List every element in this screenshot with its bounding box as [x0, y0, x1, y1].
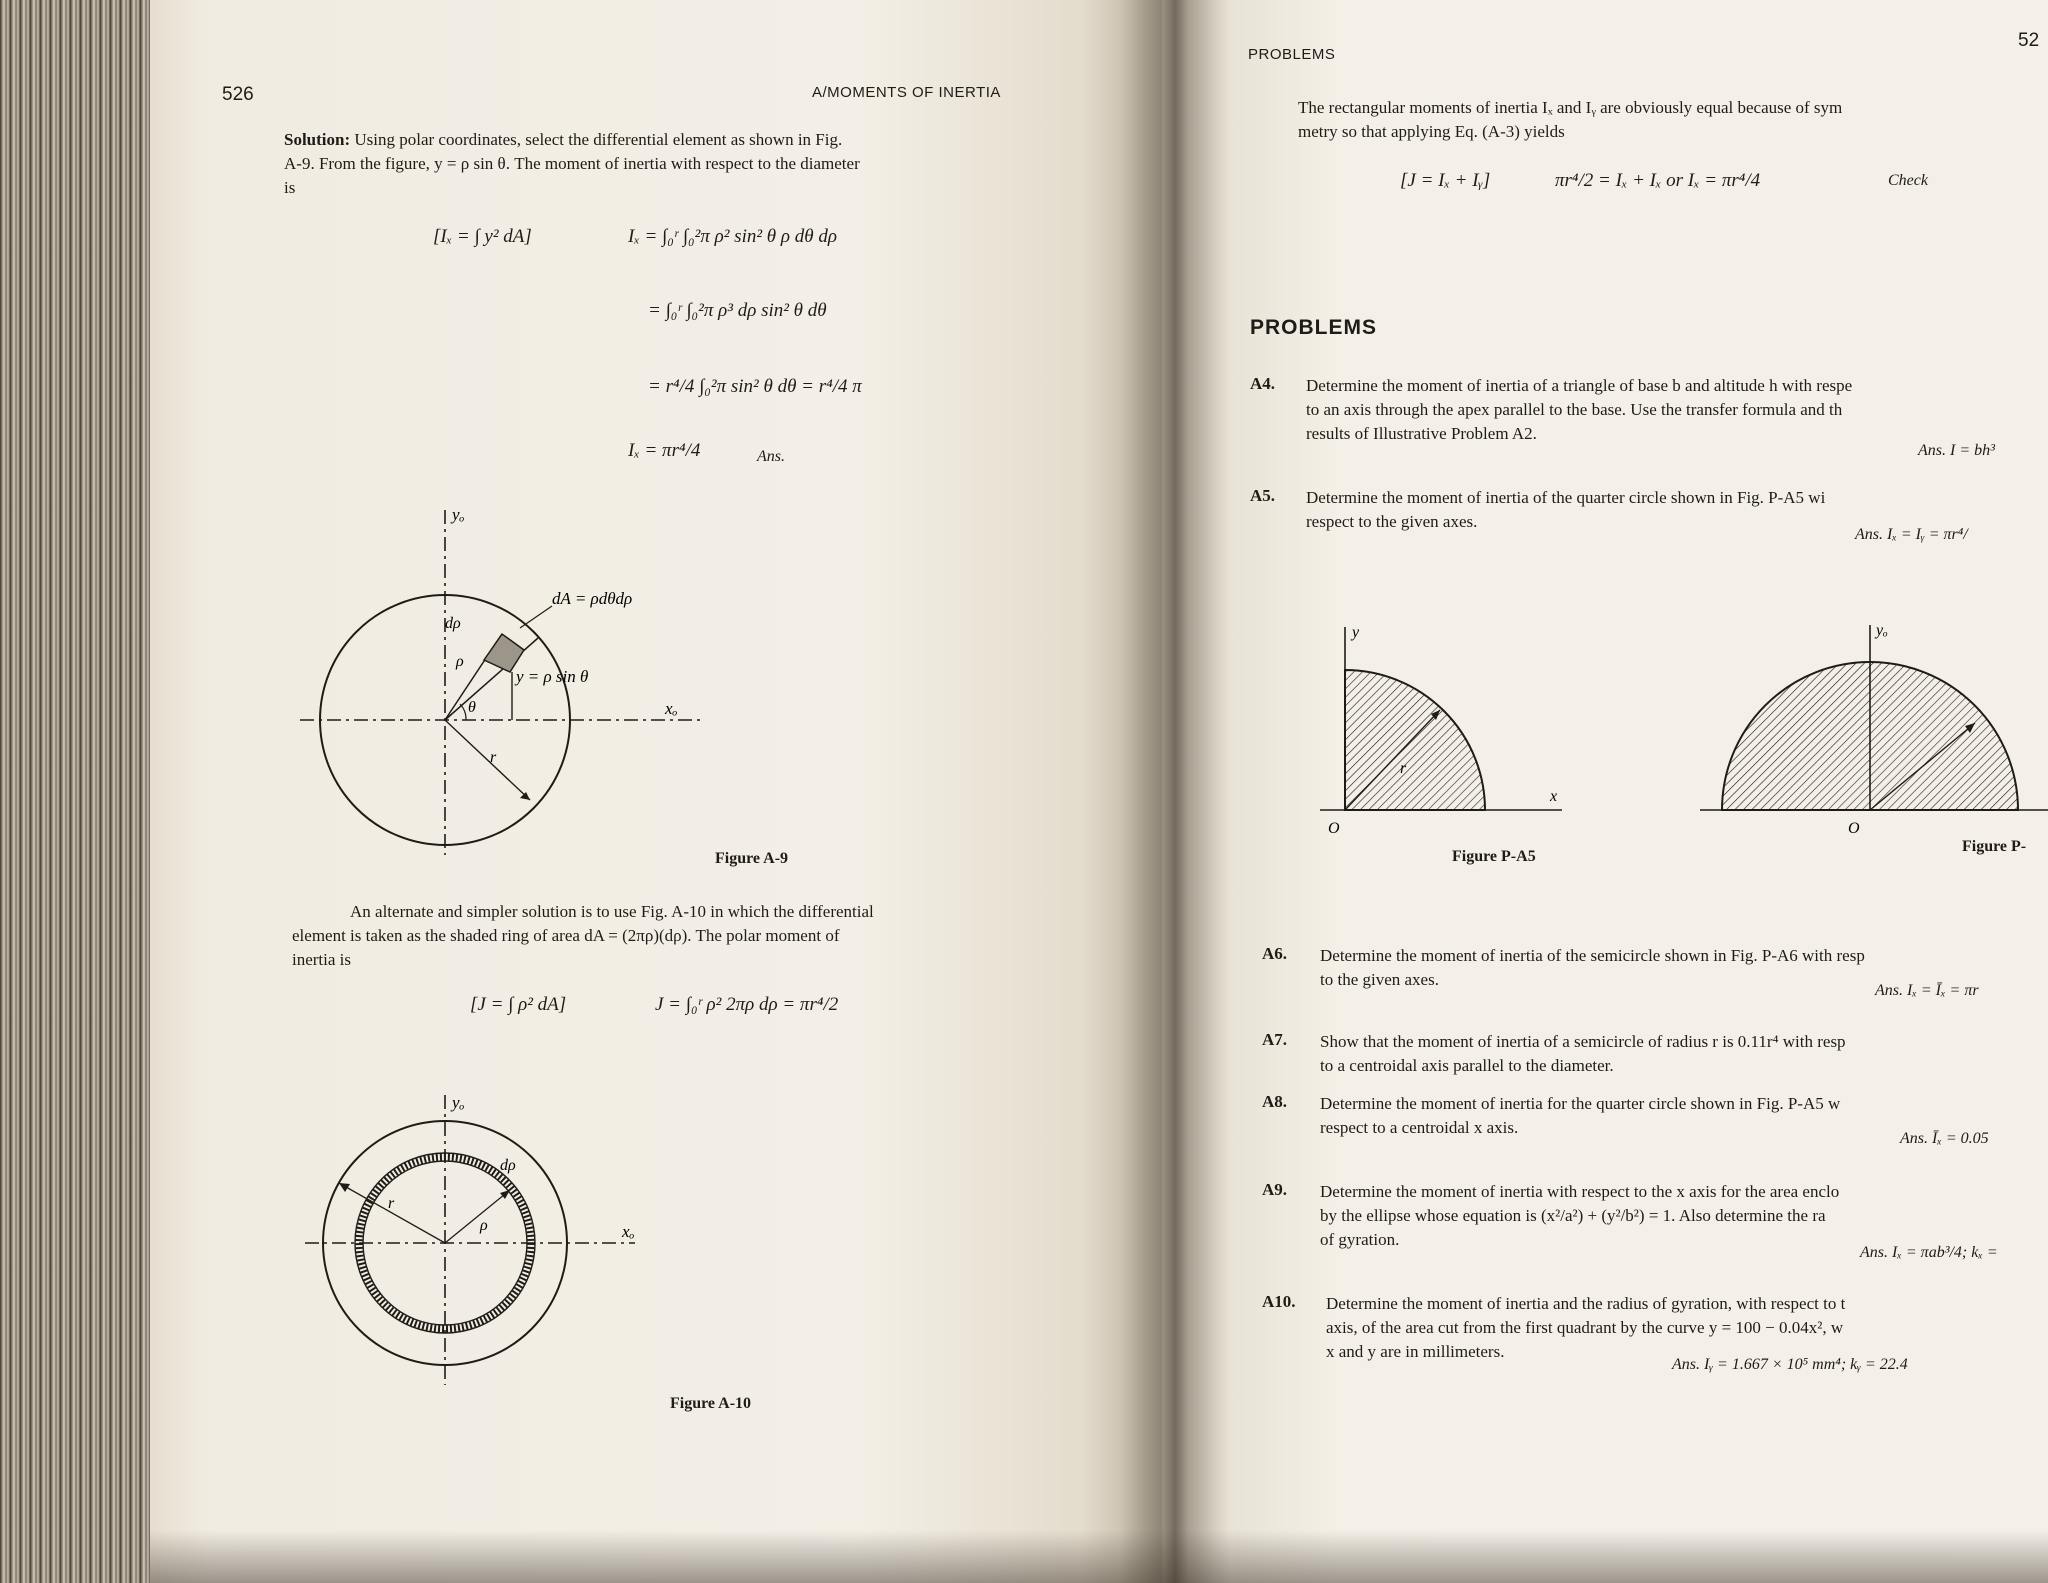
- problem-a5-answer: Ans. Iₓ = Iᵧ = πr⁴/: [1855, 526, 1968, 543]
- figure-p-a5: [1300, 615, 1580, 845]
- figure-p-a6: [1700, 615, 2048, 845]
- a9-label-xo: xₒ: [665, 699, 678, 718]
- equation-bracket-ix: [Iₓ = ∫ y² dA]: [433, 226, 532, 247]
- problem-a8-line-1: Determine the moment of inertia for the quarter circle shown in Fig. P-A5 w: [1320, 1094, 1841, 1113]
- right-running-head: PROBLEMS: [1248, 46, 1336, 63]
- figure-a9-caption: Figure A-9: [715, 850, 789, 867]
- problem-a10-answer: Ans. Iᵧ = 1.667 × 10⁵ mm⁴; kᵧ = 22.4: [1672, 1356, 1908, 1373]
- problem-a10-line-2: axis, of the area cut from the first quadrant by the curve y = 100 − 0.04x², w: [1326, 1318, 1844, 1337]
- problem-a6-answer: Ans. Iₓ = Īₓ = πr: [1875, 982, 1979, 999]
- figure-a10: [290, 1080, 660, 1390]
- a10-label-drho: dρ: [500, 1157, 516, 1174]
- equation-bracket-j: [J = ∫ ρ² dA]: [470, 994, 567, 1015]
- pa6-label-yo: yₒ: [1876, 622, 1888, 639]
- figure-a10-caption: Figure A-10: [670, 1395, 752, 1412]
- problems-section-title: PROBLEMS: [1250, 316, 1378, 339]
- intro-line-1: The rectangular moments of inertia Iₓ and Iᵧ are obviously equal because of sym: [1298, 98, 1843, 117]
- problem-a4-number: A4.: [1250, 374, 1276, 393]
- figure-p-a5-caption: Figure P-A5: [1452, 848, 1536, 865]
- problem-a8-line-2: respect to a centroidal x axis.: [1320, 1118, 1519, 1137]
- a9-label-da: dA = ρdθdρ: [552, 589, 633, 608]
- solution-paragraph: [284, 128, 1064, 152]
- solution-label: Solution:: [284, 130, 351, 149]
- problem-a10-line-1: Determine the moment of inertia and the radius of gyration, with respect to t: [1326, 1294, 1846, 1313]
- problem-a5-number: A5.: [1250, 486, 1276, 505]
- figure-p-a6-caption: Figure P-: [1962, 838, 2027, 855]
- figure-a9: [280, 500, 730, 860]
- a10-rho-line: [445, 1190, 510, 1243]
- problem-a9-line-1: Determine the moment of inertia with respect to the x axis for the area enclo: [1320, 1182, 1840, 1201]
- a9-label-y: y = ρ sin θ: [516, 667, 589, 686]
- pa5-label-o: O: [1328, 820, 1340, 837]
- alt-line-2: element is taken as the shaded ring of area dA = (2πρ)(dρ). The polar moment of: [292, 926, 840, 945]
- problem-a9-number: A9.: [1262, 1180, 1288, 1199]
- bottom-shadow: [150, 1530, 2048, 1583]
- check-equation: πr⁴/2 = Iₓ + Iₓ or Iₓ = πr⁴/4: [1555, 170, 1761, 191]
- problem-a8-number: A8.: [1262, 1092, 1288, 1111]
- problem-a5-line-1: Determine the moment of inertia of the quarter circle shown in Fig. P-A5 wi: [1306, 488, 1826, 507]
- page-edges: [0, 0, 150, 1583]
- pa6-label-o: O: [1848, 820, 1860, 837]
- problem-a4-line-2: to an axis through the apex parallel to the base. Use the transfer formula and th: [1306, 400, 1843, 419]
- problem-a6-line-1: Determine the moment of inertia of the semicircle shown in Fig. P-A6 with resp: [1320, 946, 1865, 965]
- problem-a7-line-1: Show that the moment of inertia of a semicircle of radius r is 0.11r⁴ with resp: [1320, 1032, 1846, 1051]
- problem-a4-line-3: results of Illustrative Problem A2.: [1306, 424, 1537, 443]
- a10-label-r: r: [388, 1195, 395, 1212]
- a9-radius-line: [445, 720, 530, 800]
- check-label: Check: [1888, 172, 1928, 189]
- a10-label-xo: xₒ: [622, 1222, 635, 1241]
- a9-label-rho: ρ: [456, 653, 464, 670]
- pa5-quarter-circle: [1345, 670, 1485, 810]
- pa5-label-r: r: [1400, 760, 1407, 777]
- answer-label: Ans.: [757, 448, 785, 465]
- pa5-label-x: x: [1550, 788, 1558, 805]
- equation-line-3: = r⁴/4 ∫₀²π sin² θ dθ = r⁴/4 π: [648, 376, 862, 397]
- problem-a4-answer: Ans. I = bh³: [1918, 442, 1995, 459]
- a9-label-theta: θ: [468, 699, 476, 716]
- problem-a9-line-3: of gyration.: [1320, 1230, 1400, 1249]
- problem-a10-number: A10.: [1262, 1292, 1296, 1311]
- left-running-head: A/MOMENTS OF INERTIA: [812, 84, 1001, 101]
- problem-a9-line-2: by the ellipse whose equation is (x²/a²) + (y²/b²) = 1. Also determine the ra: [1320, 1206, 1826, 1225]
- pa5-label-y: y: [1352, 624, 1360, 641]
- equation-line-1: Iₓ = ∫₀ʳ ∫₀²π ρ² sin² θ ρ dθ dρ: [628, 226, 837, 247]
- intro-line-2: metry so that applying Eq. (A-3) yields: [1298, 122, 1565, 141]
- right-page-number: 52: [2018, 30, 2040, 51]
- solution-line-3: is: [284, 178, 296, 197]
- book-gutter: [1120, 0, 1230, 1583]
- left-page-number: 526: [222, 84, 254, 105]
- alt-line-3: inertia is: [292, 950, 352, 969]
- problem-a8-answer: Ans. Īₓ = 0.05: [1900, 1130, 1989, 1147]
- problem-a7-line-2: to a centroidal axis parallel to the diameter.: [1320, 1056, 1614, 1075]
- equation-line-4: Iₓ = πr⁴/4: [628, 440, 701, 461]
- equation-j: J = ∫₀ʳ ρ² 2πρ dρ = πr⁴/2: [655, 994, 839, 1015]
- solution-line-1: Using polar coordinates, select the differential element as shown in Fig.: [354, 130, 843, 149]
- a10-label-yo: yₒ: [452, 1093, 465, 1112]
- equation-line-2: = ∫₀ʳ ∫₀²π ρ³ dρ sin² θ dθ: [648, 300, 827, 321]
- problem-a5-line-2: respect to the given axes.: [1306, 512, 1478, 531]
- a9-label-yo: yₒ: [452, 505, 465, 524]
- problem-a4-line-1: Determine the moment of inertia of a triangle of base b and altitude h with respe: [1306, 376, 1853, 395]
- alt-line-1: An alternate and simpler solution is to use Fig. A-10 in which the differential: [350, 902, 874, 921]
- problem-a9-answer: Ans. Iₓ = πab³/4; kₓ =: [1860, 1244, 1998, 1261]
- a9-label-r: r: [490, 749, 497, 766]
- solution-line-2: A-9. From the figure, y = ρ sin θ. The moment of inertia with respect to the diameter: [284, 154, 860, 173]
- a10-label-rho: ρ: [480, 1217, 488, 1234]
- check-equation-bracket: [J = Iₓ + Iᵧ]: [1400, 170, 1491, 191]
- a9-label-drho: dρ: [445, 615, 461, 632]
- problem-a6-number: A6.: [1262, 944, 1288, 963]
- problem-a7-number: A7.: [1262, 1030, 1288, 1049]
- problem-a6-line-2: to the given axes.: [1320, 970, 1439, 989]
- problem-a10-line-3: x and y are in millimeters.: [1326, 1342, 1505, 1361]
